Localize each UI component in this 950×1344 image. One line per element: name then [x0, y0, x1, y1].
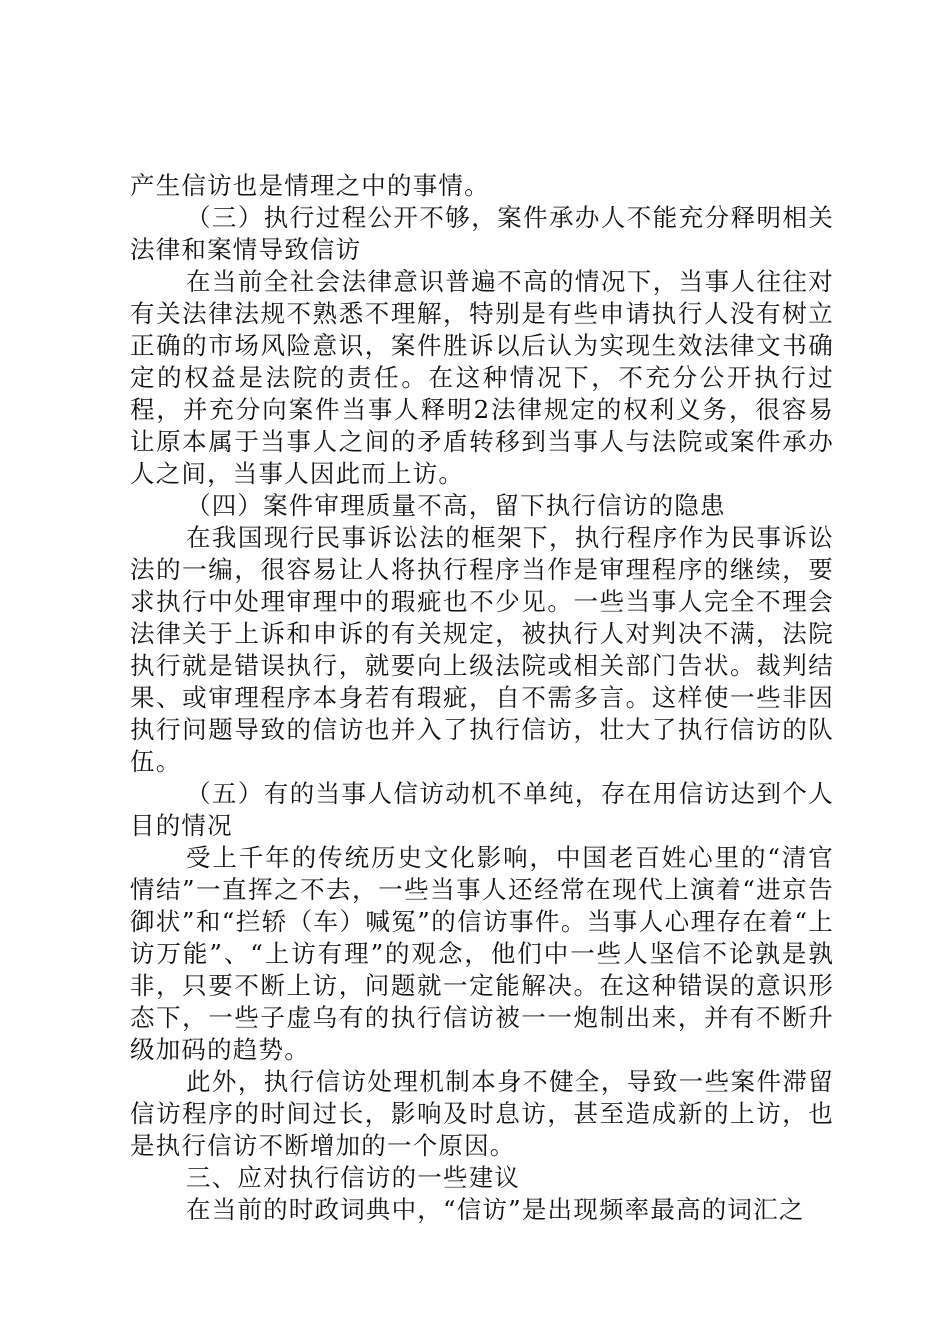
paragraph: 在当前的时政词典中，“信访”是出现频率最高的词汇之	[186, 1195, 805, 1224]
paragraph: 受上千年的传统历史文化影响，中国老百姓心里的“清官情结”一直挥之不去，一些当事人还经常在现代上演着“进京告御状”和“拦轿（车）喊冤”的信访事件。当事人心理存在着“上访万能”、“上访有理”的观念，他们中一些人坚信不论孰是孰非，只要不断上访，问题就一定能解决。在这种错误的意识形态下，一些子虚乌有的执行信访被一一炮制出来，并有不断升级加码的趋势。	[130, 843, 834, 1064]
document-body	[130, 170, 834, 1226]
paragraph-continuation: 产生信访也是情理之中的事情。	[130, 171, 490, 200]
section-heading-main-3: 三、应对执行信访的一些建议	[186, 1163, 521, 1192]
section-heading-4: （四）案件审理质量不高，留下执行信访的隐患	[186, 491, 726, 520]
paragraph: 在当前全社会法律意识普遍不高的情况下，当事人往往对有关法律法规不熟悉不理解，特别是有些申请执行人没有树立正确的市场风险意识，案件胜诉以后认为实现生效法律文书确定的权益是法院的责任。在这种情况下，不充分公开执行过程，并充分向案件当事人释明2法律规定的权利义务，很容易让原本属于当事人之间的矛盾转移到当事人与法院或案件承办人之间，当事人因此而上访。	[130, 267, 834, 488]
paragraph: 在我国现行民事诉讼法的框架下，执行程序作为民事诉讼法的一编，很容易让人将执行程序当作是审理程序的继续，要求执行中处理审理中的瑕疵也不少见。一些当事人完全不理会法律关于上诉和申诉的有关规定，被执行人对判决不满，法院执行就是错误执行，就要向上级法院或相关部门告状。裁判结果、或审理程序本身若有瑕疵，自不需多言。这样使一些非因执行问题导致的信访也并入了执行信访，壮大了执行信访的队伍。	[130, 523, 834, 776]
paragraph: 此外，执行信访处理机制本身不健全，导致一些案件滞留信访程序的时间过长，影响及时息访，甚至造成新的上访，也是执行信访不断增加的一个原因。	[130, 1067, 834, 1160]
section-heading-3: （三）执行过程公开不够，案件承办人不能充分释明相关法律和案情导致信访	[130, 203, 834, 264]
section-heading-5: （五）有的当事人信访动机不单纯，存在用信访达到个人目的情况	[130, 779, 834, 840]
